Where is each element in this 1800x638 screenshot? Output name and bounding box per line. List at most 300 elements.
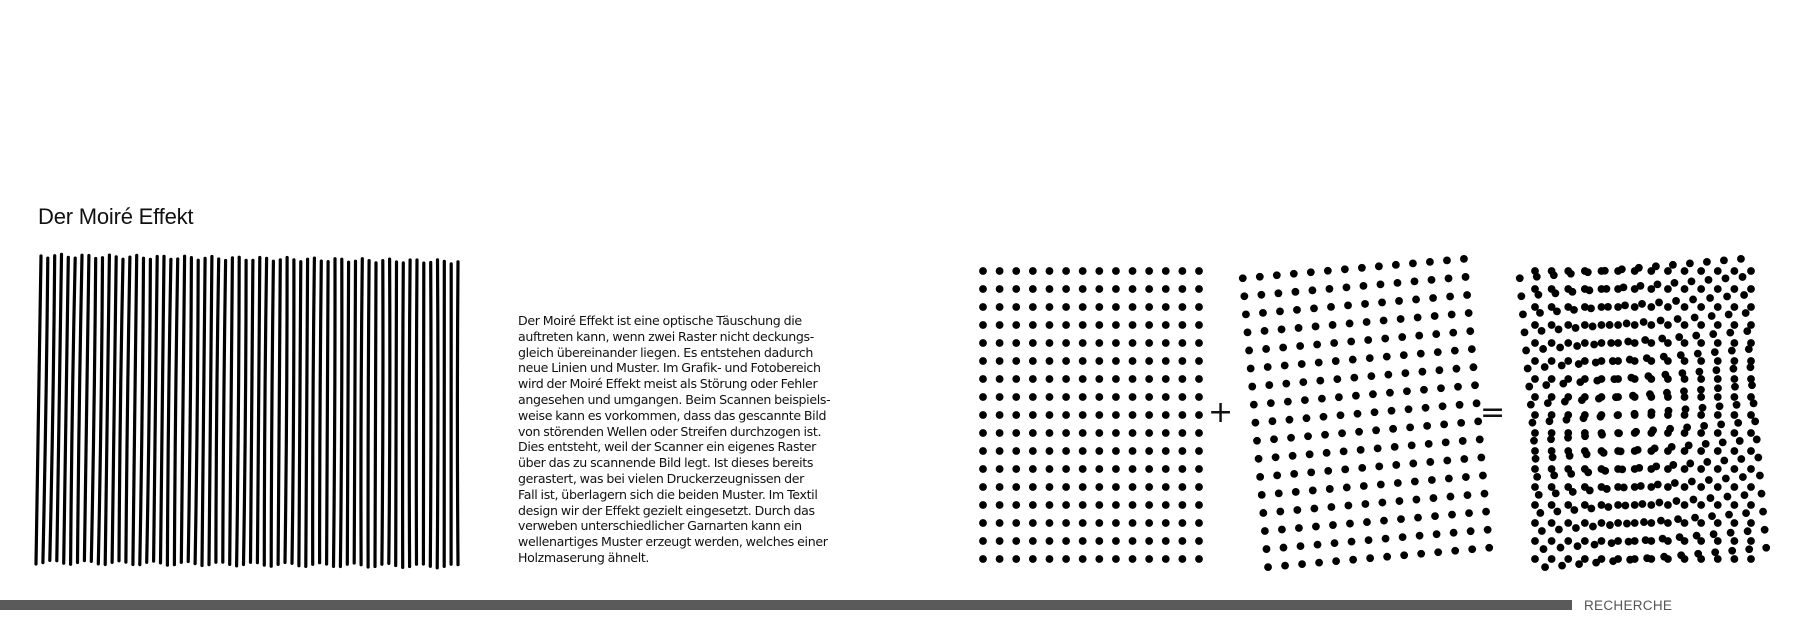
pattern-line xyxy=(195,260,198,563)
grid-dot xyxy=(1631,519,1639,527)
grid-dot xyxy=(1669,261,1677,269)
grid-dot xyxy=(1029,555,1037,563)
grid-dot xyxy=(1681,501,1689,509)
grid-dot xyxy=(1195,411,1203,419)
grid-dot xyxy=(1547,435,1555,443)
grid-dot xyxy=(1079,267,1087,275)
pattern-line xyxy=(389,259,390,563)
grid-dot xyxy=(1129,357,1137,365)
pattern-line xyxy=(368,261,369,567)
grid-dot xyxy=(1631,303,1639,311)
grid-dot xyxy=(1681,519,1689,527)
plus-symbol: + xyxy=(1208,395,1234,430)
grid-dot xyxy=(1631,501,1639,509)
grid-dot xyxy=(979,267,987,275)
grid-dot xyxy=(1046,285,1054,293)
grid-dot xyxy=(1558,562,1566,570)
grid-dot xyxy=(979,375,987,383)
grid-dot xyxy=(1279,344,1287,352)
grid-dot xyxy=(1264,363,1272,371)
grid-dot xyxy=(1445,275,1453,283)
grid-dot xyxy=(1686,460,1694,468)
grid-dot xyxy=(1620,283,1628,291)
grid-dot xyxy=(1538,327,1546,335)
grid-dot xyxy=(1405,405,1413,413)
grid-dot xyxy=(1129,483,1137,491)
pattern-line xyxy=(43,258,48,562)
grid-dot xyxy=(1530,437,1538,445)
grid-dot xyxy=(1531,357,1539,365)
grid-dot xyxy=(1703,458,1711,466)
grid-dot xyxy=(1730,267,1738,275)
grid-dot xyxy=(1629,392,1637,400)
grid-dot xyxy=(1329,521,1337,529)
grid-dot xyxy=(1563,416,1571,424)
grid-dot xyxy=(1289,452,1297,460)
grid-dot xyxy=(1747,519,1755,527)
grid-dot xyxy=(1725,311,1733,319)
grid-dot xyxy=(1420,386,1428,394)
grid-dot xyxy=(1332,357,1340,365)
grid-dot xyxy=(1634,446,1642,454)
grid-dot xyxy=(1649,426,1657,434)
grid-dot xyxy=(1012,357,1020,365)
grid-dot xyxy=(1519,310,1527,318)
grid-dot xyxy=(1564,339,1572,347)
grid-dot xyxy=(996,429,1004,437)
grid-dot xyxy=(1739,473,1747,481)
grid-dot xyxy=(1062,501,1070,509)
grid-dot xyxy=(1714,267,1722,275)
grid-dot xyxy=(1448,511,1456,519)
grid-dot xyxy=(1564,555,1572,563)
grid-dot xyxy=(1062,429,1070,437)
grid-dot xyxy=(1112,429,1120,437)
grid-dot xyxy=(1012,321,1020,329)
grid-dot xyxy=(1079,411,1087,419)
grid-dot xyxy=(1299,378,1307,386)
grid-dot xyxy=(1195,375,1203,383)
grid-dot xyxy=(1754,454,1762,462)
grid-dot xyxy=(1029,465,1037,473)
grid-dot xyxy=(1542,381,1550,389)
grid-dot xyxy=(1711,548,1719,556)
grid-dot xyxy=(996,519,1004,527)
grid-dot xyxy=(1740,291,1748,299)
grid-dot xyxy=(1352,392,1360,400)
grid-dot xyxy=(1267,399,1275,407)
grid-dot xyxy=(1747,465,1755,473)
grid-dot xyxy=(1278,326,1286,334)
grid-dot xyxy=(1548,375,1556,383)
grid-dot xyxy=(1195,537,1203,545)
grid-dot xyxy=(1290,470,1298,478)
grid-dot xyxy=(1162,393,1170,401)
grid-dot xyxy=(1312,523,1320,531)
grid-dot xyxy=(1248,383,1256,391)
grid-dot xyxy=(1647,303,1655,311)
grid-dot xyxy=(1443,256,1451,264)
grid-dot xyxy=(1309,286,1317,294)
grid-dot xyxy=(1601,267,1609,275)
grid-dot xyxy=(1112,375,1120,383)
grid-dot xyxy=(1631,410,1639,418)
grid-dot xyxy=(1546,417,1554,425)
pattern-line xyxy=(375,263,376,567)
grid-dot xyxy=(1714,285,1722,293)
grid-dot xyxy=(1661,371,1669,379)
grid-dot xyxy=(1415,332,1423,340)
grid-dot xyxy=(1162,303,1170,311)
grid-dot xyxy=(1471,381,1479,389)
grid-dot xyxy=(979,537,987,545)
grid-dot xyxy=(1678,369,1686,377)
grid-dot xyxy=(1012,375,1020,383)
grid-dot xyxy=(1688,478,1696,486)
grid-dot xyxy=(1459,437,1467,445)
grid-dot xyxy=(1062,267,1070,275)
pattern-line xyxy=(354,261,355,563)
grid-dot xyxy=(1431,512,1439,520)
grid-dot xyxy=(1095,429,1103,437)
grid-dot xyxy=(1647,285,1655,293)
grid-dot xyxy=(1296,342,1304,350)
grid-dot xyxy=(1079,303,1087,311)
grid-dot xyxy=(1614,501,1622,509)
grid-dot xyxy=(1467,527,1475,535)
grid-dot xyxy=(1730,393,1738,401)
grid-dot xyxy=(1707,494,1715,502)
grid-dot xyxy=(1710,530,1718,538)
grid-dot xyxy=(1298,360,1306,368)
grid-dot xyxy=(1635,464,1643,472)
grid-dot xyxy=(1614,339,1622,347)
grid-dot xyxy=(1753,436,1761,444)
pattern-line xyxy=(188,258,191,562)
grid-dot xyxy=(1664,285,1672,293)
grid-dot xyxy=(1439,402,1447,410)
grid-dot xyxy=(996,411,1004,419)
grid-dot xyxy=(1697,357,1705,365)
grid-dot xyxy=(1256,273,1264,281)
grid-dot xyxy=(1697,321,1705,329)
grid-dot xyxy=(1310,304,1318,312)
grid-dot xyxy=(1664,303,1672,311)
grid-dot xyxy=(1674,515,1682,523)
grid-dot xyxy=(1625,538,1633,546)
grid-dot xyxy=(1730,339,1738,347)
grid-dot xyxy=(1656,499,1664,507)
grid-dot xyxy=(1647,519,1655,527)
grid-dot xyxy=(1536,309,1544,317)
grid-dot xyxy=(1112,537,1120,545)
grid-dot xyxy=(1129,339,1137,347)
grid-dot xyxy=(1555,526,1563,534)
grid-dot xyxy=(1363,318,1371,326)
grid-dot xyxy=(1728,347,1736,355)
grid-dot xyxy=(1162,285,1170,293)
grid-dot xyxy=(1363,518,1371,526)
grid-dot xyxy=(1730,429,1738,437)
grid-dot xyxy=(1564,321,1572,329)
grid-dot xyxy=(979,285,987,293)
grid-dot xyxy=(1443,457,1451,465)
grid-dot xyxy=(1046,465,1054,473)
grid-dot xyxy=(1012,537,1020,545)
grid-dot xyxy=(1029,321,1037,329)
grid-dot xyxy=(1145,267,1153,275)
grid-dot xyxy=(1046,303,1054,311)
grid-dot xyxy=(1569,288,1577,296)
grid-dot xyxy=(1714,384,1722,392)
grid-dot xyxy=(1195,267,1203,275)
pattern-line xyxy=(133,255,137,564)
body-text-line: verweben unterschiedlicher Garnarten kann ein xyxy=(518,518,802,534)
grid-dot xyxy=(979,465,987,473)
grid-dot xyxy=(1454,383,1462,391)
pattern-line xyxy=(457,262,458,565)
grid-dot xyxy=(1062,357,1070,365)
grid-dot xyxy=(1743,327,1751,335)
grid-dot xyxy=(1062,447,1070,455)
grid-dot xyxy=(1292,488,1300,496)
grid-dot xyxy=(1694,350,1702,358)
grid-dot xyxy=(1539,345,1547,353)
grid-dot xyxy=(1414,514,1422,522)
grid-dot xyxy=(1534,291,1542,299)
grid-dot xyxy=(1564,501,1572,509)
grid-dot xyxy=(1062,393,1070,401)
body-text-line: design wir der Effekt gezielt eingesetzt. Durch das xyxy=(518,502,815,518)
grid-dot xyxy=(1697,465,1705,473)
grid-dot xyxy=(1711,348,1719,356)
grid-dot xyxy=(1531,519,1539,527)
grid-dot xyxy=(1716,402,1724,410)
grid-dot xyxy=(1702,440,1710,448)
grid-dot xyxy=(1536,509,1544,517)
grid-dot xyxy=(1697,429,1705,437)
grid-dot xyxy=(1095,537,1103,545)
grid-dot xyxy=(1614,303,1622,311)
grid-dot xyxy=(1606,521,1614,529)
grid-dot xyxy=(1724,493,1732,501)
pattern-line xyxy=(119,259,123,561)
grid-dot xyxy=(1079,465,1087,473)
grid-dot xyxy=(1485,544,1493,552)
pattern-line xyxy=(161,256,165,563)
grid-dot xyxy=(1358,264,1366,272)
grid-dot xyxy=(1409,460,1417,468)
grid-dot xyxy=(1095,411,1103,419)
grid-dot xyxy=(1129,285,1137,293)
grid-dot xyxy=(1282,380,1290,388)
grid-dot xyxy=(1195,465,1203,473)
grid-dot xyxy=(1595,395,1603,403)
grid-dot xyxy=(1265,381,1273,389)
grid-dot xyxy=(1408,441,1416,449)
grid-dot xyxy=(1612,393,1620,401)
grid-dot xyxy=(1418,368,1426,376)
grid-dot xyxy=(996,285,1004,293)
grid-dot xyxy=(1460,255,1468,263)
grid-dot xyxy=(1714,555,1722,563)
pattern-line xyxy=(84,256,89,561)
grid-dot xyxy=(1700,422,1708,430)
grid-dot xyxy=(1631,321,1639,329)
grid-dot xyxy=(1417,550,1425,558)
body-text-line: wellenartiges Muster erzeugt werden, welches einer xyxy=(518,534,828,550)
grid-dot xyxy=(1012,483,1020,491)
grid-dot xyxy=(1046,501,1054,509)
dot-grid-rotated xyxy=(1239,255,1493,571)
grid-dot xyxy=(1590,341,1598,349)
grid-dot xyxy=(1589,323,1597,331)
pattern-line xyxy=(409,260,410,567)
grid-dot xyxy=(1178,267,1186,275)
grid-dot xyxy=(1604,503,1612,511)
grid-dot xyxy=(1714,447,1722,455)
grid-dot xyxy=(1012,447,1020,455)
grid-dot xyxy=(1309,487,1317,495)
grid-dot xyxy=(1255,455,1263,463)
pattern-line xyxy=(278,260,280,565)
grid-dot xyxy=(1610,375,1618,383)
grid-dot xyxy=(1129,447,1137,455)
grid-dot xyxy=(979,519,987,527)
grid-dot xyxy=(1550,471,1558,479)
body-text-line: gleich übereinander liegen. Es entstehen dadurch xyxy=(518,344,813,360)
grid-dot xyxy=(1129,537,1137,545)
grid-dot xyxy=(1029,537,1037,545)
grid-dot xyxy=(1747,501,1755,509)
grid-dot xyxy=(1618,466,1626,474)
grid-dot xyxy=(1397,515,1405,523)
grid-dot xyxy=(1697,519,1705,527)
grid-dot xyxy=(979,501,987,509)
grid-dot xyxy=(1414,314,1422,322)
grid-dot xyxy=(1451,547,1459,555)
grid-dot xyxy=(1046,357,1054,365)
grid-dot xyxy=(1607,339,1615,347)
grid-dot xyxy=(1618,265,1626,273)
grid-dot xyxy=(1029,519,1037,527)
footer-bar xyxy=(0,600,1572,610)
grid-dot xyxy=(1564,434,1572,442)
grid-dot xyxy=(1730,303,1738,311)
pattern-line xyxy=(334,259,336,567)
grid-dot xyxy=(1672,297,1680,305)
grid-dot xyxy=(1095,339,1103,347)
grid-dot xyxy=(1315,559,1323,567)
grid-dot xyxy=(1195,447,1203,455)
grid-dot xyxy=(1677,351,1685,359)
grid-dot xyxy=(1392,261,1400,269)
grid-dot xyxy=(1332,557,1340,565)
grid-dot xyxy=(979,321,987,329)
grid-dot xyxy=(1697,483,1705,491)
grid-dot xyxy=(1638,300,1646,308)
grid-dot xyxy=(1531,375,1539,383)
grid-dot xyxy=(1668,443,1676,451)
pattern-line xyxy=(91,259,95,562)
grid-dot xyxy=(1162,375,1170,383)
grid-dot xyxy=(1195,483,1203,491)
grid-dot xyxy=(1259,309,1267,317)
grid-dot xyxy=(1717,420,1725,428)
grid-dot xyxy=(1145,375,1153,383)
grid-dot xyxy=(1195,321,1203,329)
grid-dot xyxy=(1694,550,1702,558)
grid-dot xyxy=(1598,519,1606,527)
grid-dot xyxy=(1029,501,1037,509)
grid-dot xyxy=(1531,501,1539,509)
grid-dot xyxy=(979,447,987,455)
body-text-line: angesehen und umgangen. Beim Scannen beispiels- xyxy=(518,391,831,407)
grid-dot xyxy=(1394,279,1402,287)
grid-dot xyxy=(1304,432,1312,440)
grid-dot xyxy=(1079,285,1087,293)
grid-dot xyxy=(1029,285,1037,293)
grid-dot xyxy=(1062,519,1070,527)
grid-dot xyxy=(1276,508,1284,516)
grid-dot xyxy=(1178,411,1186,419)
pattern-line xyxy=(154,257,158,562)
grid-dot xyxy=(1062,303,1070,311)
grid-dot xyxy=(1079,555,1087,563)
grid-dot xyxy=(1522,347,1530,355)
grid-dot xyxy=(1446,293,1454,301)
grid-dot xyxy=(1195,303,1203,311)
grid-dot xyxy=(1029,447,1037,455)
grid-dot xyxy=(1425,440,1433,448)
grid-dot xyxy=(979,555,987,563)
grid-dot xyxy=(1465,309,1473,317)
grid-dot xyxy=(1745,545,1753,553)
pattern-line xyxy=(36,256,41,564)
grid-dot xyxy=(1423,422,1431,430)
grid-dot xyxy=(1648,408,1656,416)
grid-dot xyxy=(1384,371,1392,379)
grid-dot xyxy=(996,537,1004,545)
grid-dot xyxy=(1012,285,1020,293)
grid-dot xyxy=(1652,463,1660,471)
grid-dot xyxy=(1262,345,1270,353)
grid-dot xyxy=(1029,339,1037,347)
grid-dot xyxy=(1574,542,1582,550)
grid-dot xyxy=(1178,465,1186,473)
pattern-line xyxy=(237,257,240,566)
grid-dot xyxy=(1703,258,1711,266)
grid-dot xyxy=(1434,548,1442,556)
grid-dot xyxy=(996,357,1004,365)
grid-dot xyxy=(1697,375,1705,383)
grid-dot xyxy=(1269,417,1277,425)
grid-dot xyxy=(1079,483,1087,491)
grid-dot xyxy=(1178,393,1186,401)
grid-dot xyxy=(1295,524,1303,532)
grid-dot xyxy=(1720,457,1728,465)
grid-dot xyxy=(1730,357,1738,365)
grid-dot xyxy=(1567,270,1575,278)
grid-dot xyxy=(1046,411,1054,419)
grid-dot xyxy=(1725,511,1733,519)
grid-dot xyxy=(1723,293,1731,301)
grid-dot xyxy=(1584,468,1592,476)
grid-dot xyxy=(1409,259,1417,267)
grid-dot xyxy=(1531,483,1539,491)
grid-dot xyxy=(1540,545,1548,553)
grid-dot xyxy=(1062,483,1070,491)
